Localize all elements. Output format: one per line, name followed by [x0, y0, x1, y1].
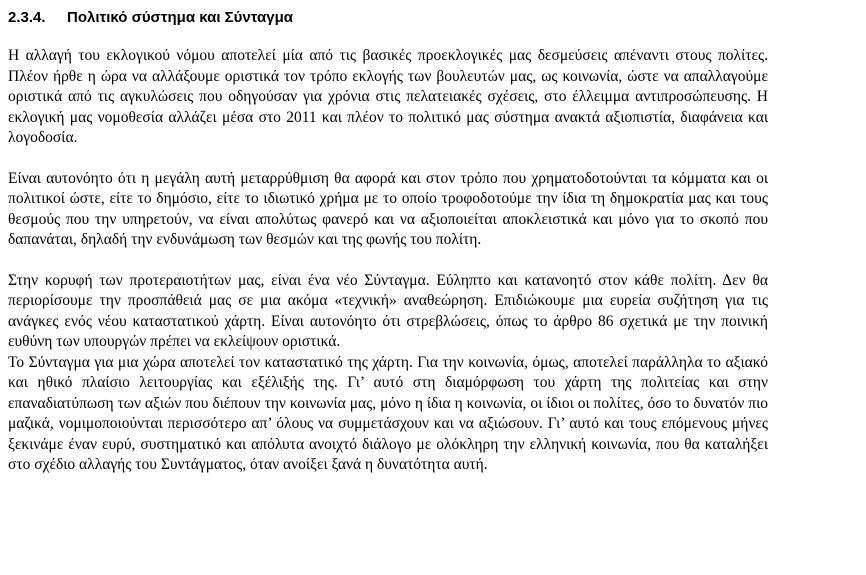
section-title: Πολιτικό σύστημα και Σύνταγμα	[67, 9, 293, 26]
paragraph-constitution-dialogue: Το Σύνταγμα για μια χώρα αποτελεί τον καταστατικό της χάρτη. Για την κοινωνία, όμως, αποτελεί παράλληλα το αξιακό και ηθικό πλαίσιο λειτουργίας και εξέλιξής της. Γι’ αυτό στη διαμόρφωση του χάρτη της πολιτείας και στην επαναδιατύπωση των αξιών που διέπουν την κοινωνία μας, μόνο η ίδια η κοινωνία, οι ίδιοι οι πολίτες, όσο το δυνατόν πιο μαζικά, νομιμοποιούνται περισσότερο απ’ όλους να συμμετάσχουν και να αξιώσουν. Γι’ αυτό και τους επόμενους μήνες ξεκινάμε έναν ευρύ, συστηματικό και απόλυτα ανοιχτό διάλογο με ολόκληρη την ελληνική κοινωνία, που θα καταλήξει στο σχέδιο αλλαγής του Συντάγματος, όταν ανοίξει ξανά η δυνατότητα αυτή.	[8, 353, 768, 473]
paragraph-new-constitution: Στην κορυφή των προτεραιοτήτων μας, είναι ένα νέο Σύνταγμα. Εύληπτο και κατανοητό στον κάθε πολίτη. Δεν θα περιορίσουμε την προσπάθειά μας σε μια ακόμα «τεχνική» αναθεώρηση. Επιδιώκουμε μια ευρεία συζήτηση για τις ανάγκες ενός νέου καταστατικού χάρτη. Είναι αυτονόητο ότι στρεβλώσεις, όπως το άρθρο 86 σχετικά με την ποινική ευθύνη των υπουργών πρέπει να εκλείψουν οριστικά.	[8, 271, 768, 350]
section-number: 2.3.4.	[8, 9, 46, 26]
section-heading	[8, 8, 866, 28]
paragraph-party-funding: Είναι αυτονόητο ότι η μεγάλη αυτή μεταρρύθμιση θα αφορά και στον τρόπο που χρηματοδοτούνται τα κόμματα και οι πολιτικοί ώστε, είτε το δημόσιο, είτε το ιδιωτικό χρήμα με το οποίο τροφοδοτούμε την ίδια τη δημοκρατία μας και τους θεσμούς που την υπηρετούν, να είναι απολύτως φανερό και να αξιοποιείται αποκλειστικά και μόνο για το σκοπό που δαπανάται, δηλαδή την ενδυνάμωση των θεσμών και της φωνής του πολίτη.	[8, 169, 768, 248]
paragraph-electoral-law: Η αλλαγή του εκλογικού νόμου αποτελεί μία από τις βασικές προεκλογικές μας δεσμεύσεις απέναντι στους πολίτες. Πλέον ήρθε η ώρα να αλλάξουμε οριστικά τον τρόπο εκλογής των βουλευτών μας, ως κοινωνία, ώστε να απαλλαγούμε οριστικά από τις αγκυλώσεις που οδηγούσαν για χρόνια στις πελατειακές σχέσεις, στο έλλειμμα αντιπροσώπευσης. Η εκλογική μας νομοθεσία αλλάζει μέσα στο 2011 και πλέον το πολιτικό μας σύστημα ανακτά αξιοπιστία, διαφάνεια και λογοδοσία.	[8, 47, 768, 146]
section-body	[8, 46, 768, 476]
